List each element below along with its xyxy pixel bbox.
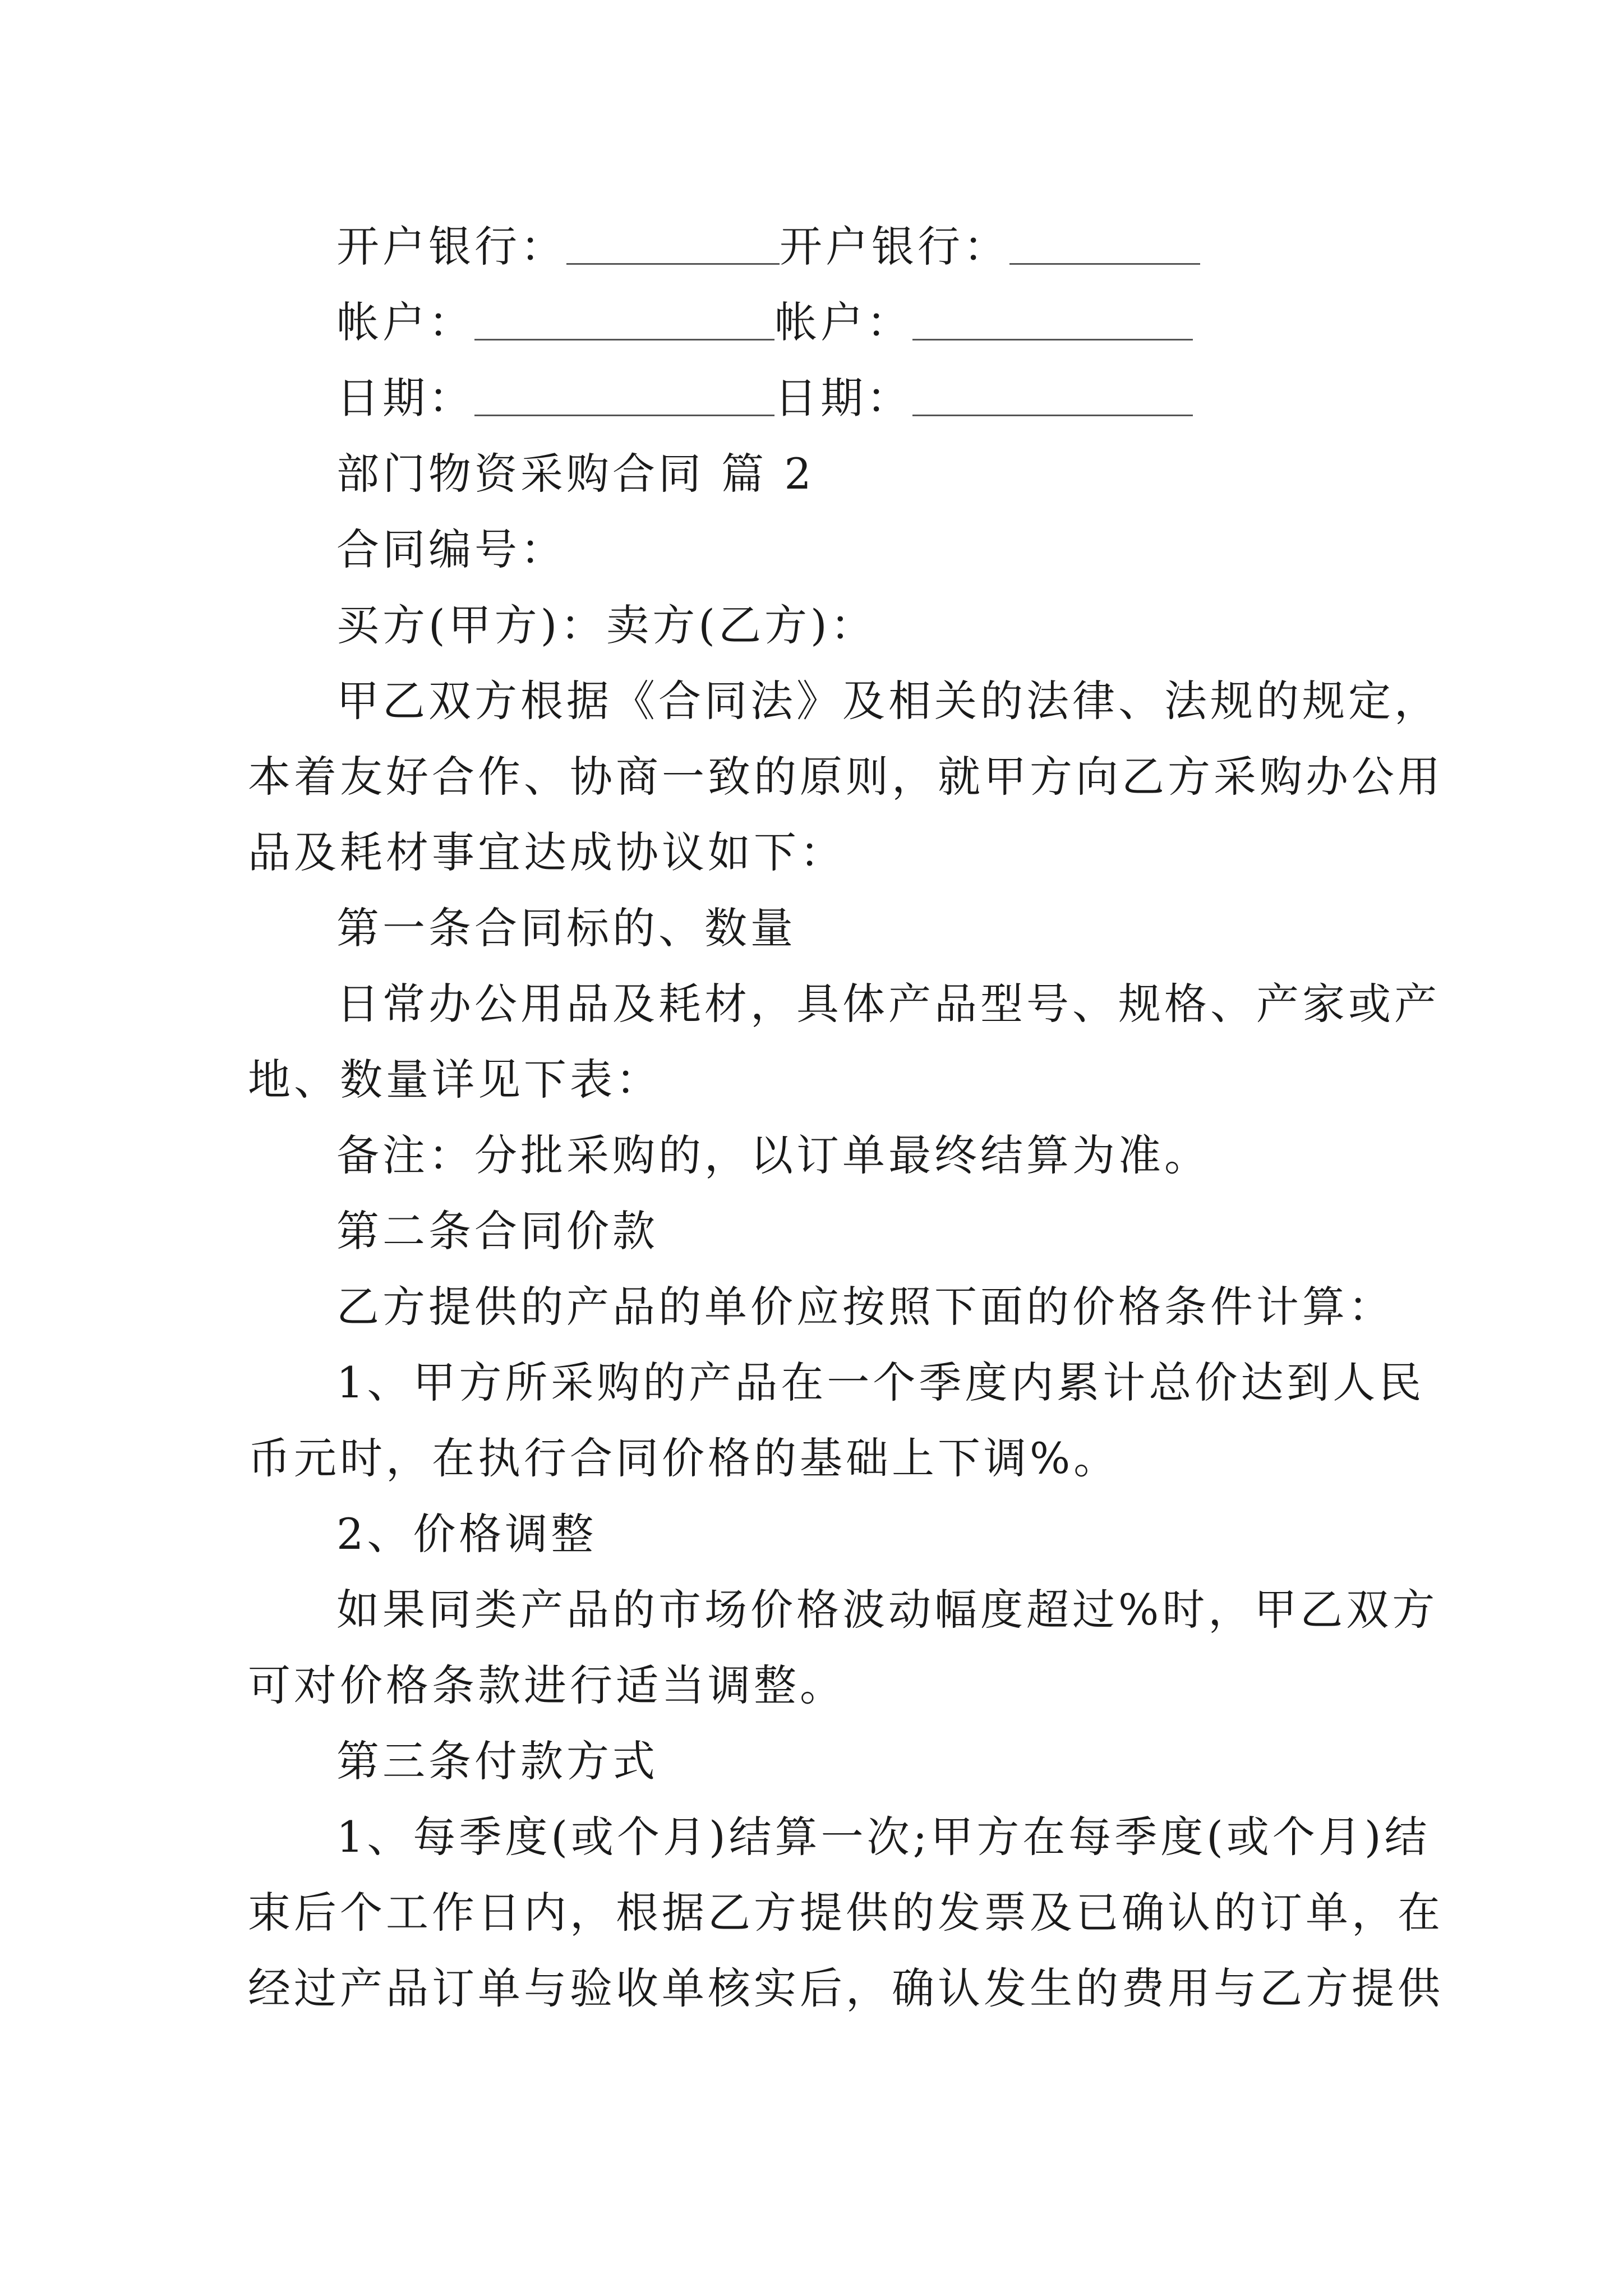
article-2-item-1-line-1: 1、甲方所采购的产品在一个季度内累计总价达到人民: [336, 1358, 1425, 1407]
account-blank-a: [474, 300, 774, 341]
article-3-item-1-line-3: 经过产品订单与验收单核实后，确认发生的费用与乙方提供: [248, 1963, 1444, 2013]
article-3-item-1-line-1: 1、每季度(或个月)结算一次;甲方在每季度(或个月)结: [336, 1812, 1431, 1862]
bank-label-a: 开户银行：: [336, 222, 566, 272]
article-3-item-1-line-2: 束后个工作日内，根据乙方提供的发票及已确认的订单，在: [248, 1888, 1444, 1938]
date-row: [336, 370, 1193, 426]
article-3-title: 第三条付款方式: [336, 1736, 658, 1786]
account-row: [336, 295, 1193, 351]
date-blank-a: [474, 375, 774, 416]
article-2-item-1-line-2: 币元时，在执行合同价格的基础上下调%。: [248, 1433, 1120, 1483]
article-2-item-2-line-2: 可对价格条款进行适当调整。: [248, 1660, 846, 1710]
article-2-line-1: 乙方提供的产品的单价应按照下面的价格条件计算：: [336, 1282, 1394, 1332]
article-2-item-2-title: 2、价格调整: [336, 1509, 597, 1559]
article-1-line-2: 地、数量详见下表：: [248, 1055, 662, 1105]
article-2-title: 第二条合同价款: [336, 1206, 658, 1256]
contract-number: 合同编号：: [336, 524, 566, 574]
article-1-note: 备注：分批采购的，以订单最终结算为准。: [336, 1130, 1210, 1180]
intro-line-1: 甲乙双方根据《合同法》及相关的法律、法规的规定，: [336, 676, 1440, 726]
intro-line-2: 本着友好合作、协商一致的原则，就甲方向乙方采购办公用: [248, 752, 1444, 802]
article-1-title: 第一条合同标的、数量: [336, 903, 796, 953]
bank-row: [336, 219, 1200, 275]
account-label-b: 帐户：: [774, 297, 912, 347]
date-blank-b: [912, 375, 1193, 416]
section-title: 部门物资采购合同 篇 2: [336, 449, 815, 499]
date-label-b: 日期：: [774, 373, 912, 423]
account-label-a: 帐户：: [336, 297, 474, 347]
bank-label-b: 开户银行：: [780, 222, 1009, 272]
bank-blank-b: [1009, 224, 1200, 265]
article-2-item-2-line-1: 如果同类产品的市场价格波动幅度超过%时，甲乙双方: [336, 1585, 1438, 1635]
date-label-a: 日期：: [336, 373, 474, 423]
intro-line-3: 品及耗材事宜达成协议如下：: [248, 827, 846, 877]
parties-line: 买方(甲方)：卖方(乙方)：: [336, 600, 877, 650]
bank-blank-a: [566, 224, 780, 265]
article-1-line-1: 日常办公用品及耗材，具体产品型号、规格、产家或产: [336, 979, 1440, 1029]
account-blank-b: [912, 300, 1193, 341]
